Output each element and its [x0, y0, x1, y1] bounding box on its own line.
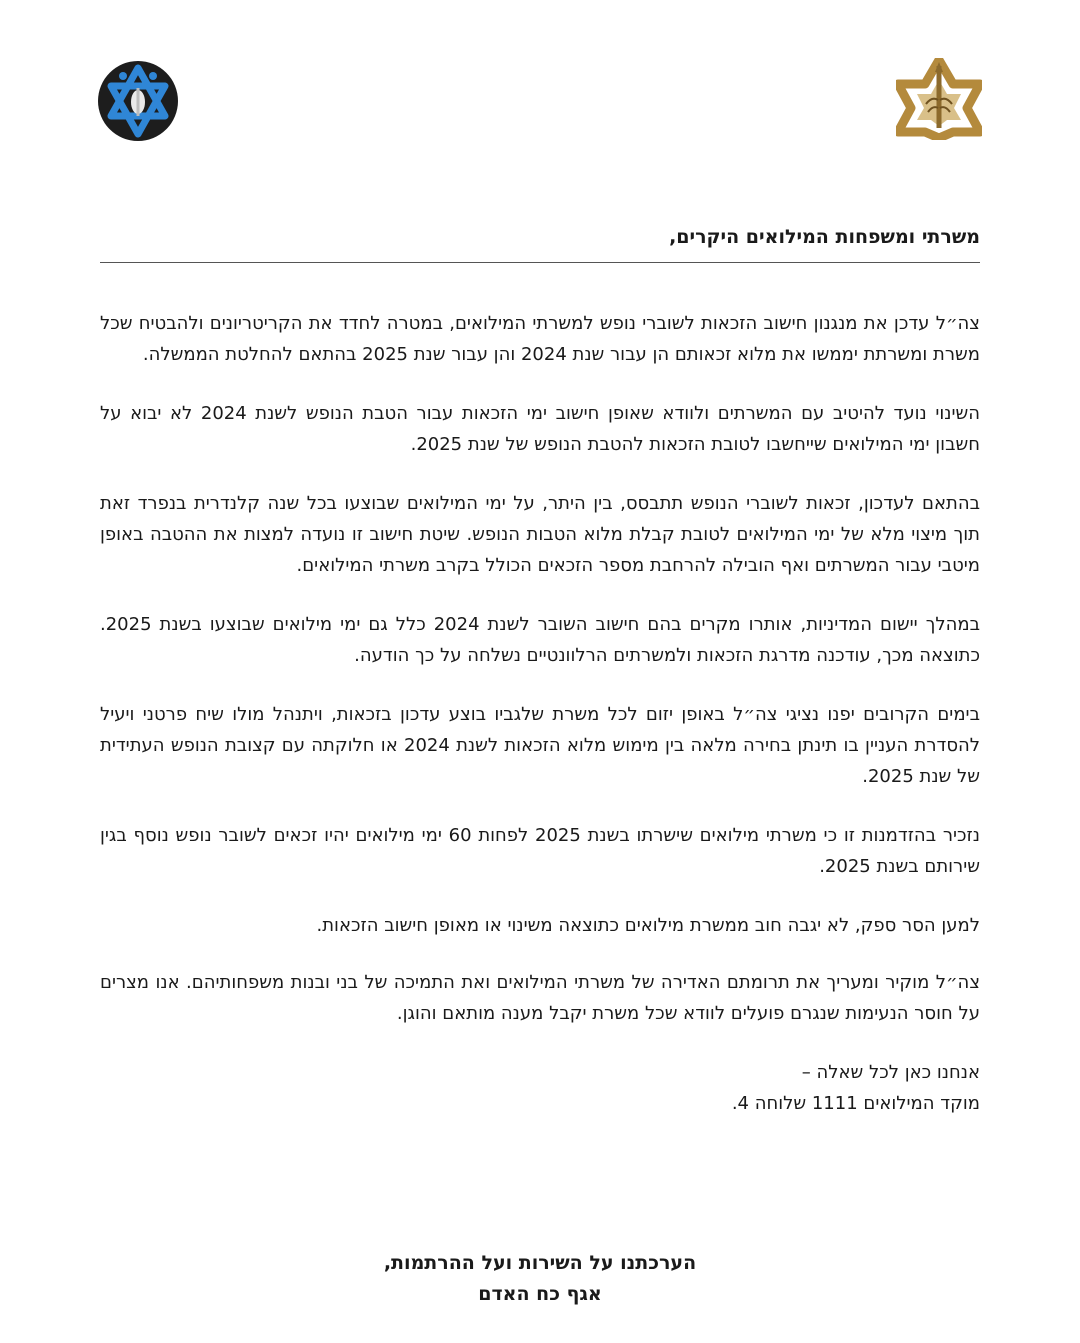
salutation: משרתי ומשפחות המילואים היקרים, [100, 222, 980, 263]
paragraph: השינוי נועד להיטיב עם המשרתים ולוודא שאופן חישוב ימי הזכאות עבור הטבת הנופש לשנת 2024 לא יבוא על חשבון ימי המילואים שייחשבו לטובת הזכאות להטבת הנופש של שנת 2025. [100, 403, 981, 455]
letter-body [100, 308, 980, 1119]
paragraph: צה״ל מוקיר ומעריך את תרומתם האדירה של משרתי המילואים ואת התמיכה של בני ובנות משפחותיהם. אנו מצרים על חוסר הנעימות שנגרם פועלים לוודא שכל משרת יקבל מענה מותאם והוגן. [100, 972, 980, 1024]
signoff-line: הערכתנו על השירות ועל ההרתמות, [383, 1252, 697, 1274]
paragraph: בימים הקרובים יפנו נציגי צה״ל באופן יזום לכל משרת שלגביו בוצע עדכון בזכאות, ויתנהל מולו שיח פרטני ויעיל להסדרת העניין בו תינתן בחירה מלאה בין מימוש מלוא הזכאות לשנת 2024 או חלוקתה עם קצובת הנופש העתידית של שנת 2025. [100, 704, 980, 787]
letter [100, 222, 980, 1119]
paragraph: צה״ל עדכן את מנגנון חישוב הזכאות לשוברי נופש למשרתי המילואים, במטרה לחדד את הקריטריונים ולהבטיח שכל משרת ומשרתת יממשו את מלוא זכאותם הן עבור שנת 2024 והן עבור שנת 2025 בהתאם להחלטת הממשלה. [100, 313, 980, 365]
contact-info [100, 1057, 980, 1119]
contact-line: אנחנו כאן לכל שאלה – [801, 1062, 980, 1083]
paragraph: בהתאם לעדכון, זכאות לשוברי הנופש תתבסס, בין היתר, על ימי המילואים שבוצעו בכל שנה קלנדרית בנפרד זאת תוך מיצוי מלא של ימי המילואים לטובת קבלת מלוא הטבות הנופש. שיטת חישוב זו נועדה למצות את ההטבה באופן מיטבי עבור המשרתים ואף הובילה להרחבת מספר הזכאים הכולל בקרב משרתי המילואים. [100, 493, 980, 576]
contact-phone: מוקד המילואים 1111 שלוחה 4. [731, 1093, 980, 1114]
paragraph: נזכיר בהזדמנות זו כי משרתי מילואים שישרתו בשנת 2025 לפחות 60 ימי מילואים יהיו זכאים לשובר נופש נוסף בגין שירותם בשנת 2025. [100, 825, 980, 877]
signoff-department: אגף כח האדם [478, 1283, 602, 1305]
idf-emblem-icon [896, 58, 982, 140]
reserves-star-emblem-icon [97, 60, 179, 142]
paragraph: במהלך יישום המדיניות, אותרו מקרים בהם חישוב השובר לשנת 2024 כלל גם ימי מילואים שבוצעו בשנת 2025. כתוצאה מכך, עודכנה מדרגת הזכאות ולמשרתים הרלוונטיים נשלחה על כך הודעה. [100, 614, 980, 666]
paragraph: למען הסר ספק, לא יגבה חוב ממשרת מילואים כתוצאה משינוי או מאופן חישוב הזכאות. [316, 915, 980, 936]
signoff [0, 1248, 1080, 1310]
